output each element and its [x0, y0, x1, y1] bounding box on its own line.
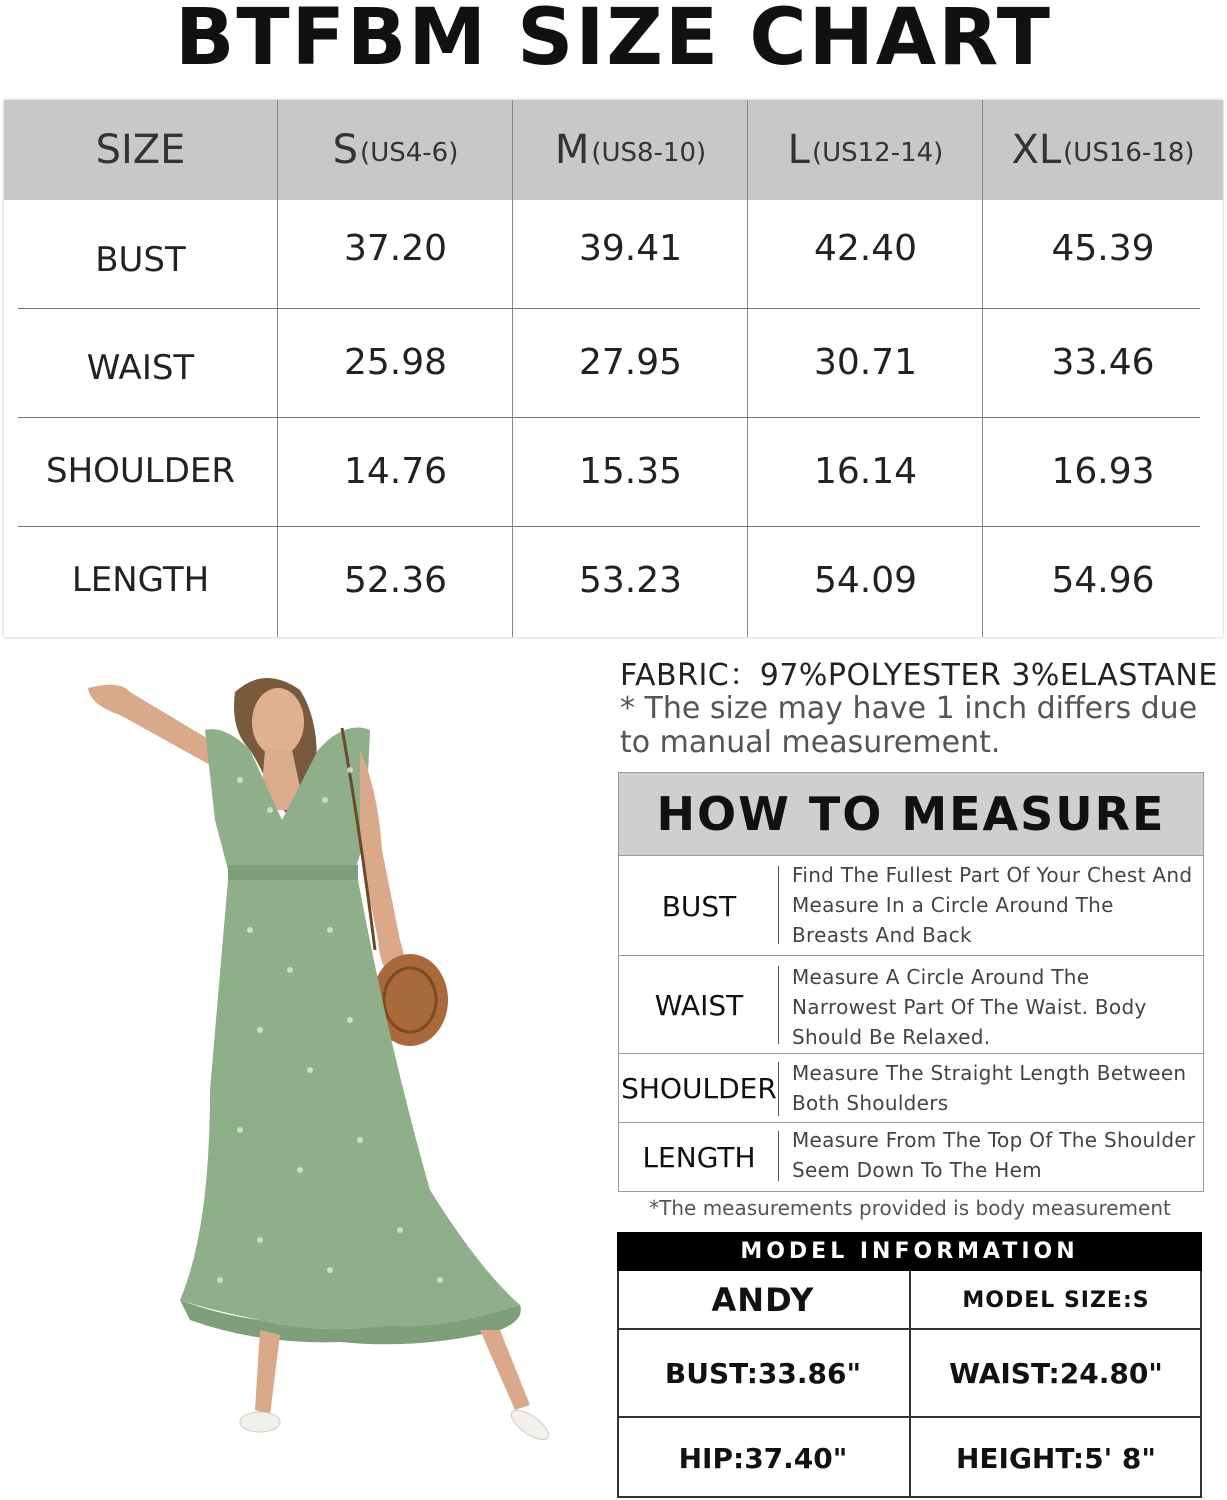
row-label: SHOULDER — [45, 451, 236, 491]
table-cell: 37.20 — [343, 227, 448, 269]
row-divider — [18, 308, 1200, 309]
size-us-range: (US8-10) — [591, 138, 707, 168]
column-divider — [747, 100, 748, 637]
table-cell: 16.14 — [813, 450, 918, 492]
measure-row-length — [619, 1122, 1203, 1191]
column-divider — [617, 1271, 619, 1498]
table-cell: 53.23 — [578, 559, 683, 601]
model-name: ANDY — [711, 1281, 815, 1319]
body-measurement-note: *The measurements provided is body measurement — [649, 1196, 1171, 1220]
table-row-length — [4, 526, 1223, 634]
row-separator — [778, 966, 779, 1044]
model-waist: WAIST:24.80" — [949, 1357, 1163, 1390]
column-divider — [982, 100, 983, 637]
table-cell: 45.39 — [1051, 227, 1155, 269]
table-cell: 54.09 — [813, 559, 918, 601]
measure-row-waist — [619, 955, 1203, 1054]
table-cell: 33.46 — [1051, 341, 1155, 383]
model-hip: HIP:37.40" — [678, 1441, 848, 1475]
measure-description: Find The Fullest Part Of Your Chest And Measure In a Circle Around The Breasts And Back — [792, 863, 1193, 947]
table-cell: 15.35 — [578, 450, 683, 492]
measure-row-bust — [619, 855, 1203, 956]
measure-row-shoulder — [619, 1053, 1203, 1123]
row-separator — [778, 866, 779, 944]
table-cell: 16.93 — [1051, 450, 1155, 492]
model-height: HEIGHT:5' 8" — [955, 1441, 1157, 1475]
size-name: S — [332, 127, 359, 173]
table-cell: 52.36 — [343, 559, 448, 601]
size-us-range: (US4-6) — [360, 138, 459, 168]
page-title: BTFBM SIZE CHART — [174, 0, 1052, 83]
size-chart-table — [4, 100, 1223, 637]
table-cell: 30.71 — [813, 341, 918, 383]
table-cell: 27.95 — [578, 341, 683, 383]
size-header-s — [278, 100, 513, 200]
row-label: BUST — [95, 240, 186, 280]
column-divider — [277, 100, 278, 637]
fabric-info: FABRIC：97%POLYESTER 3%ELASTANE — [620, 658, 1218, 693]
column-divider — [909, 1271, 911, 1498]
size-us-range: (US16-18) — [1063, 138, 1195, 168]
row-separator — [778, 1062, 779, 1116]
table-row-shoulder — [4, 417, 1223, 525]
column-divider — [1200, 1271, 1202, 1498]
table-row-bust — [4, 200, 1223, 308]
column-divider — [512, 100, 513, 637]
size-us-range: (US12-14) — [811, 138, 944, 168]
table-cell: 42.40 — [813, 227, 918, 269]
how-to-measure-title: HOW TO MEASURE — [619, 773, 1203, 855]
row-divider — [18, 526, 1200, 527]
row-label: WAIST — [86, 348, 195, 388]
measure-description: Measure The Straight Length Between Both Shoulders — [792, 1061, 1187, 1115]
table-cell: 39.41 — [578, 227, 683, 269]
table-cell: 25.98 — [343, 341, 448, 383]
row-label: LENGTH — [71, 560, 210, 600]
model-photo — [60, 670, 580, 1480]
size-header-label: SIZE — [95, 127, 186, 173]
model-information-table — [617, 1232, 1202, 1498]
row-separator — [778, 1131, 779, 1181]
how-to-measure-table — [618, 772, 1204, 1192]
measure-label: LENGTH — [642, 1140, 756, 1174]
model-size: MODEL SIZE:S — [962, 1287, 1150, 1313]
row-divider — [18, 417, 1200, 418]
measure-description: Measure A Circle Around The Narrowest Part Of The Waist. Body Should Be Relaxed. — [792, 965, 1147, 1049]
size-name: L — [787, 127, 810, 173]
table-cell: 14.76 — [343, 450, 448, 492]
model-information-title: MODEL INFORMATION — [617, 1232, 1202, 1271]
model-bust: BUST:33.86" — [664, 1357, 862, 1390]
size-table-header — [4, 100, 1223, 200]
size-name: M — [554, 127, 590, 173]
table-cell: 54.96 — [1051, 559, 1155, 601]
table-row-waist — [4, 308, 1223, 416]
measure-label: WAIST — [654, 988, 744, 1022]
measure-description: Measure From The Top Of The Shoulder Seem Down To The Hem — [792, 1128, 1196, 1182]
measure-label: BUST — [661, 889, 737, 923]
size-header-xl — [983, 100, 1223, 200]
measure-label: SHOULDER — [621, 1072, 777, 1105]
size-header-m — [513, 100, 748, 200]
measurement-note: * The size may have 1 inch differs due to manual measurement. — [620, 691, 1198, 760]
size-header-l — [748, 100, 983, 200]
size-name: XL — [1011, 127, 1062, 173]
